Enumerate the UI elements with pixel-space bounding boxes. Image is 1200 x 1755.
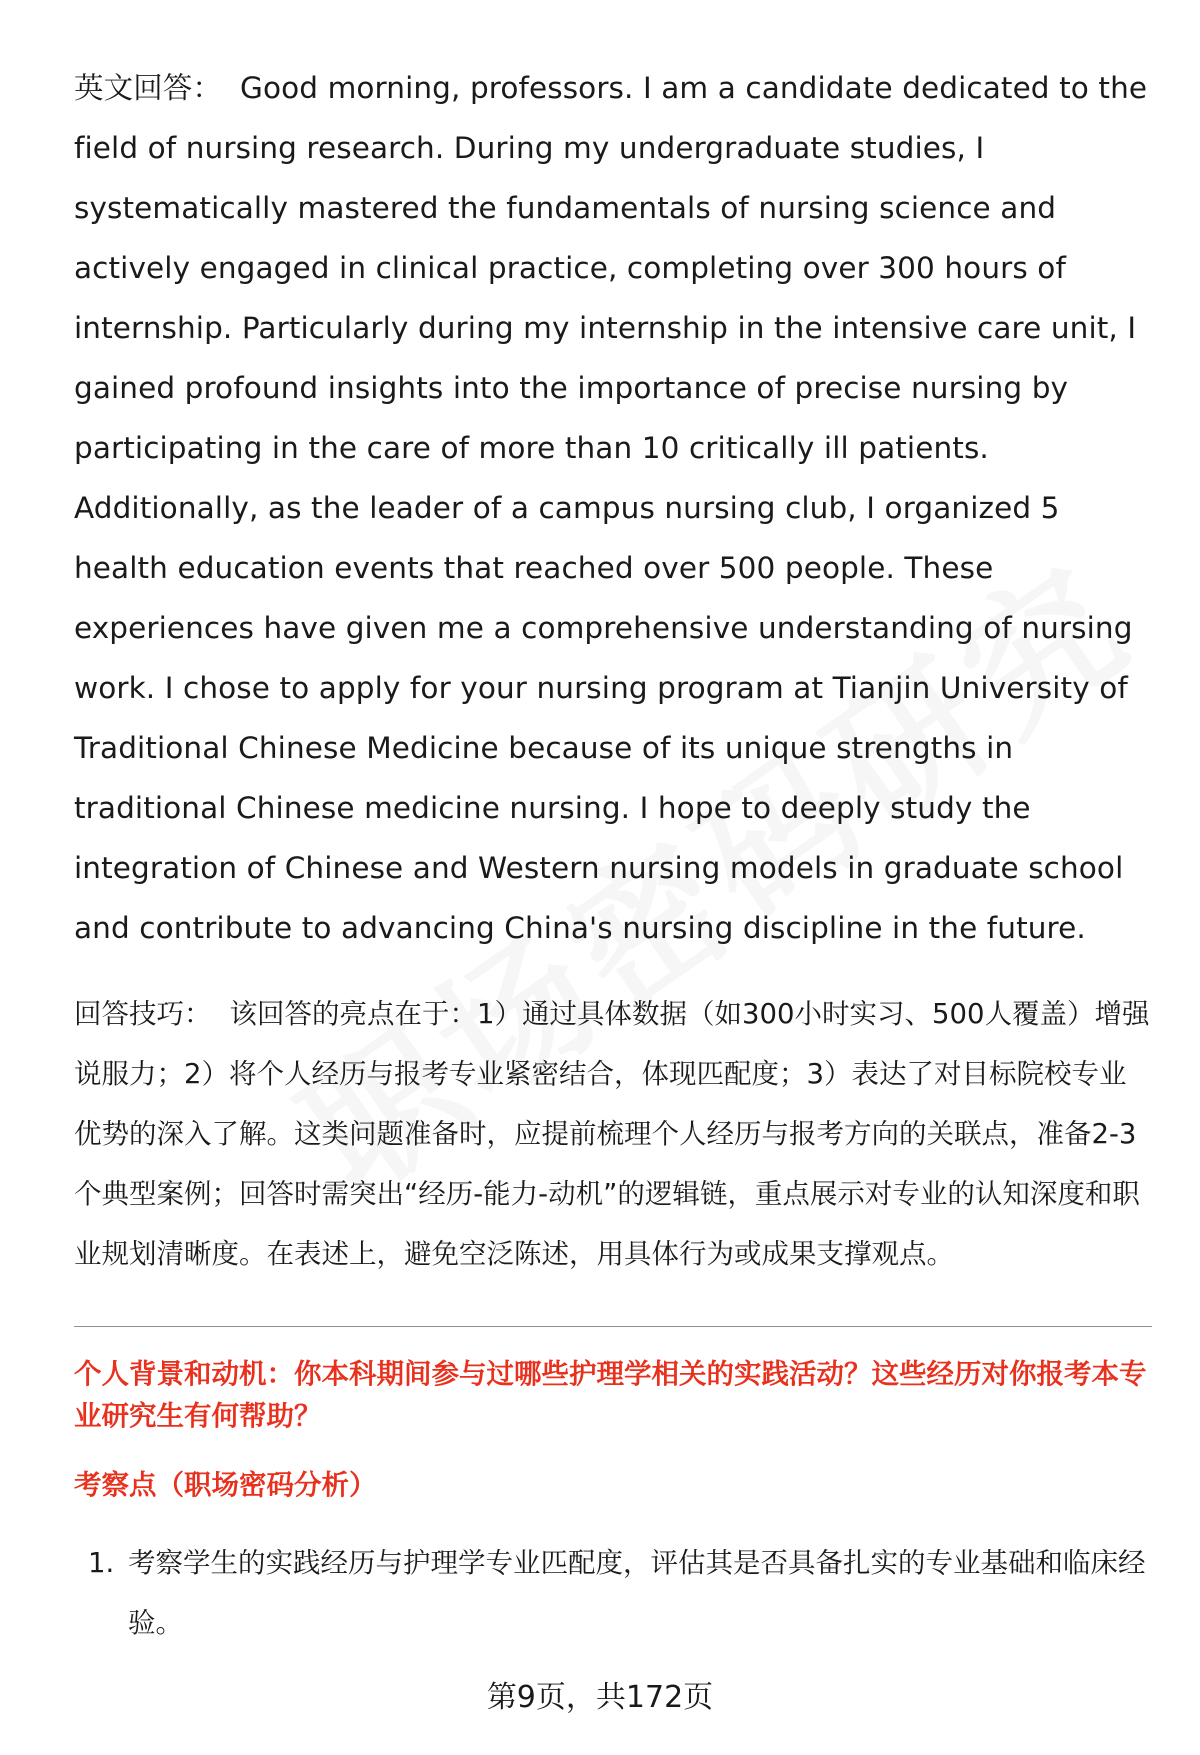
list-item-number: 1. bbox=[88, 1547, 115, 1579]
section-divider bbox=[74, 1326, 1152, 1327]
english-answer-paragraph bbox=[74, 58, 1152, 958]
assessment-points-list bbox=[74, 1533, 1152, 1653]
answer-tips-paragraph bbox=[74, 984, 1152, 1284]
list-item bbox=[74, 1533, 1152, 1653]
interview-question-heading: 个人背景和动机：你本科期间参与过哪些护理学相关的实践活动？这些经历对你报考本专业研究生有何帮助？ bbox=[74, 1358, 1147, 1432]
english-answer-label: 英文回答： bbox=[74, 71, 223, 105]
assessment-points-heading: 考察点（职场密码分析） bbox=[74, 1469, 377, 1501]
document-body bbox=[74, 58, 1152, 1653]
page-number: 第9页，共172页 bbox=[486, 1680, 714, 1715]
list-item-text: 考察学生的实践经历与护理学专业匹配度，评估其是否具备扎实的专业基础和临床经验。 bbox=[128, 1547, 1146, 1639]
english-answer-text: Good morning, professors. I am a candidate dedicated to the field of nursing research. During my undergraduate studies, I systematically mastered the fundamentals of nursing science and actively engaged in clinical practice, completing over 300 hours of internship. Particularly during my internship in the intensive care unit, I gained profound insights into the importance of precise nursing by participating in the care of more than 10 critically ill patients. Additionally, as the leader of a campus nursing club, I organized 5 health education events that reached over 500 people. These experiences have given me a comprehensive understanding of nursing work. I chose to apply for your nursing program at Tianjin University of Traditional Chinese Medicine because of its unique strengths in traditional Chinese medicine nursing. I hope to deeply study the integration of Chinese and Western nursing models in graduate school and contribute to advancing China's nursing discipline in the future. bbox=[74, 71, 1148, 945]
answer-tips-text: 该回答的亮点在于：1）通过具体数据（如300小时实习、500人覆盖）增强说服力；2）将个人经历与报考专业紧密结合，体现匹配度；3）表达了对目标院校专业优势的深入了解。这类问题准备时，应提前梳理个人经历与报考方向的关联点，准备2-3个典型案例；回答时需突出“经历-能力-动机”的逻辑链，重点展示对专业的认知深度和职业规划清晰度。在表述上，避免空泛陈述，用具体行为或成果支撑观点。 bbox=[74, 998, 1150, 1270]
answer-tips-label: 回答技巧： bbox=[74, 998, 212, 1030]
